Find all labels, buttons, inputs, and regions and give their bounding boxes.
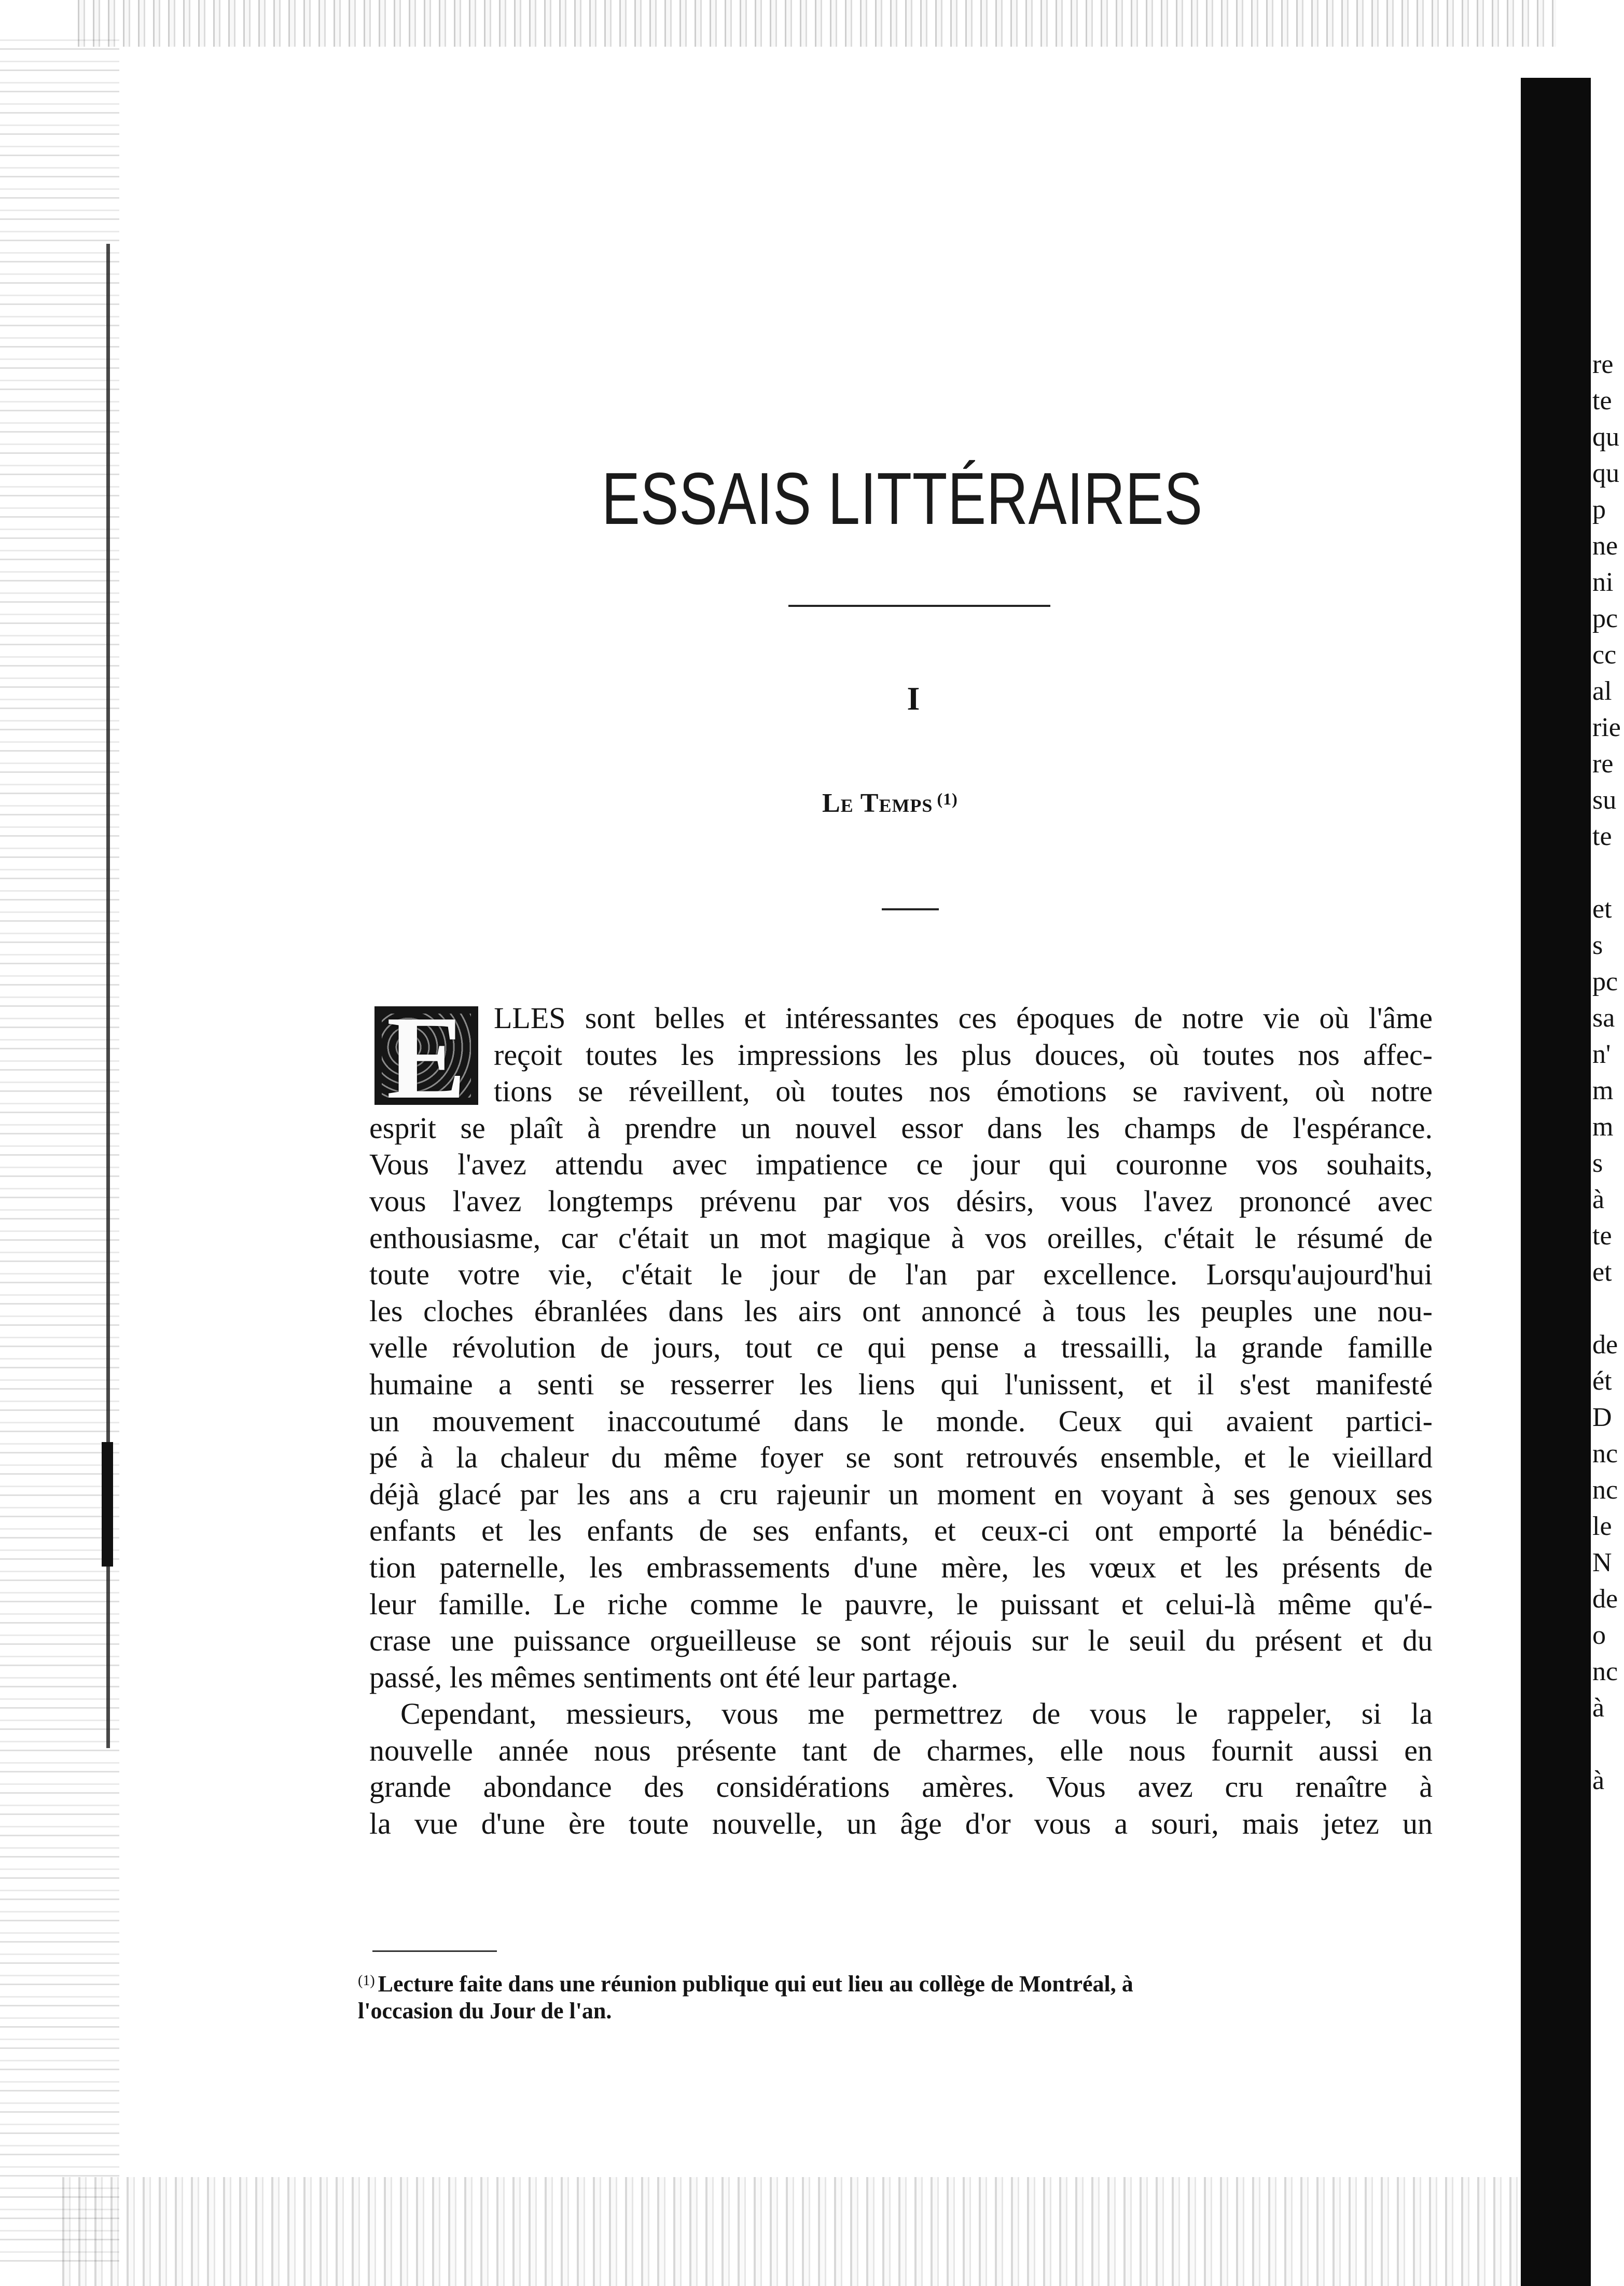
facing-page-line: ne bbox=[1592, 531, 1618, 561]
text-line: nouvelle année nous présente tant de charmes, elle nous fournit aussi en bbox=[369, 1733, 1433, 1767]
chapter-subtitle bbox=[822, 788, 1040, 819]
subtitle-rule bbox=[882, 908, 939, 910]
facing-page-line: te bbox=[1592, 386, 1612, 415]
facing-page-line: al bbox=[1592, 676, 1612, 706]
page-title: ESSAIS LITTÉRAIRES bbox=[602, 458, 1203, 540]
facing-page-line: re bbox=[1592, 749, 1614, 779]
facing-page-line: p bbox=[1592, 495, 1606, 524]
text-line: humaine a senti se resserrer les liens qui l'unissent, et il s'est manifesté bbox=[369, 1367, 1433, 1401]
text-line: Vous l'avez attendu avec impatience ce jour qui couronne vos souhaits, bbox=[369, 1147, 1433, 1182]
page-edge-mark bbox=[102, 1442, 113, 1567]
facing-page-line: à bbox=[1592, 1693, 1605, 1723]
footnote bbox=[358, 1968, 1416, 2025]
facing-page-line: s bbox=[1592, 1148, 1603, 1178]
facing-page-line: te bbox=[1592, 1221, 1612, 1251]
title-rule bbox=[788, 605, 1050, 607]
text-line: enthousiasme, car c'était un mot magique à vos oreilles, c'était le résumé de bbox=[369, 1221, 1433, 1255]
footnote-rule bbox=[372, 1950, 497, 1952]
essay-body bbox=[369, 991, 1433, 1842]
facing-page-line bbox=[1592, 1726, 1624, 1763]
text-line: crase une puissance orgueilleuse se sont réjouis sur le seuil du présent et du bbox=[369, 1624, 1433, 1658]
facing-page-line: n' bbox=[1592, 1040, 1611, 1069]
paragraph bbox=[369, 991, 1433, 1696]
facing-page-line: m bbox=[1592, 1076, 1614, 1105]
facing-page-line: nc bbox=[1592, 1475, 1618, 1505]
text-line: leur famille. Le riche comme le pauvre, le puissant et celui-là même qu'é- bbox=[369, 1587, 1433, 1621]
facing-page-line: ni bbox=[1592, 567, 1614, 597]
scan-noise-top bbox=[78, 0, 1556, 47]
facing-page-line: pc bbox=[1592, 967, 1618, 996]
text-line: toute votre vie, c'était le jour de l'an par excellence. Lorsqu'aujourd'hui bbox=[369, 1257, 1433, 1292]
text-line: grande abondance des considérations amères. Vous avez cru renaître à bbox=[369, 1770, 1433, 1804]
scan-noise-left bbox=[0, 31, 119, 2262]
facing-page-line: sa bbox=[1592, 1003, 1615, 1033]
facing-page-line: nc bbox=[1592, 1657, 1618, 1686]
facing-page-line: re bbox=[1592, 350, 1614, 379]
facing-page-line: qu bbox=[1592, 422, 1619, 452]
facing-page-line: o bbox=[1592, 1620, 1606, 1650]
footnote-marker: (1) bbox=[358, 1973, 375, 1989]
scan-noise-bottom bbox=[62, 2177, 1566, 2286]
facing-page-line: cc bbox=[1592, 640, 1617, 670]
text-line: la vue d'une ère toute nouvelle, un âge d'or vous a souri, mais jetez un bbox=[369, 1807, 1433, 1841]
facing-page-line: et bbox=[1592, 1257, 1612, 1287]
text-line: passé, les mêmes sentiments ont été leur partage. bbox=[369, 1660, 959, 1694]
facing-page-line: à bbox=[1592, 1766, 1605, 1795]
facing-page-line: et bbox=[1592, 894, 1612, 924]
facing-page-line: de bbox=[1592, 1584, 1618, 1614]
footnote-text: l'occasion du Jour de l'an. bbox=[358, 1998, 612, 2024]
facing-page-line: à bbox=[1592, 1185, 1605, 1214]
facing-page-line: nc bbox=[1592, 1439, 1618, 1468]
text-line: tion paternelle, les embrassements d'une mère, les vœux et les présents de bbox=[369, 1550, 1433, 1584]
text-line: enfants et les enfants de ses enfants, et ceux-ci ont emporté la bénédic- bbox=[369, 1514, 1433, 1548]
text-line: esprit se plaît à prendre un nouvel essor dans les champs de l'espérance. bbox=[369, 1111, 1433, 1145]
chapter-numeral: I bbox=[907, 680, 920, 717]
book-binding-shadow bbox=[1521, 78, 1591, 2286]
facing-page-line bbox=[1592, 855, 1624, 891]
text-line: déjà glacé par les ans a cru rajeunir un moment en voyant à ses genoux ses bbox=[369, 1477, 1433, 1511]
facing-page-line: le bbox=[1592, 1512, 1612, 1541]
paragraph bbox=[369, 1696, 1433, 1842]
chapter-subtitle-text: Le Temps bbox=[822, 788, 933, 818]
text-line: Cependant, messieurs, vous me permettrez de vous le rappeler, si la bbox=[400, 1697, 1433, 1731]
facing-page-line: pc bbox=[1592, 604, 1618, 633]
text-line: pé à la chaleur du même foyer se sont retrouvés ensemble, et le vieillard bbox=[369, 1440, 1433, 1475]
footnote-line bbox=[358, 1998, 1416, 2025]
facing-page-line bbox=[1592, 1291, 1624, 1327]
text-line: un mouvement inaccoutumé dans le monde. Ceux qui avaient partici- bbox=[369, 1404, 1433, 1438]
text-line: vous l'avez longtemps prévenu par vos désirs, vous l'avez prononcé avec bbox=[369, 1184, 1433, 1218]
facing-page-line: su bbox=[1592, 785, 1617, 815]
footnote-reference: (1) bbox=[937, 789, 958, 808]
drop-cap-letter: E bbox=[386, 991, 466, 1124]
text-line: les cloches ébranlées dans les airs ont annoncé à tous les peuples une nou- bbox=[369, 1294, 1433, 1328]
facing-page-line: ét bbox=[1592, 1366, 1612, 1396]
facing-page-line: de bbox=[1592, 1330, 1618, 1360]
facing-page-line: N bbox=[1592, 1548, 1612, 1577]
facing-page-line: D bbox=[1592, 1403, 1612, 1432]
facing-page-line: rie bbox=[1592, 713, 1621, 742]
footnote-text: Lecture faite dans une réunion publique qui eut lieu au collège de Montréal, à bbox=[378, 1971, 1133, 1997]
text-line: LLES sont belles et intéressantes ces époques de notre vie où l'âme bbox=[494, 1001, 1433, 1035]
text-line: tions se réveillent, où toutes nos émotions se ravivent, où notre bbox=[494, 1074, 1433, 1109]
facing-page-line: te bbox=[1592, 822, 1612, 851]
facing-page-fragment bbox=[1592, 347, 1624, 1799]
text-line: velle révolution de jours, tout ce qui pense a tressailli, la grande famille bbox=[369, 1331, 1433, 1365]
facing-page-line: m bbox=[1592, 1112, 1614, 1142]
facing-page-line: s bbox=[1592, 931, 1603, 960]
facing-page-line: qu bbox=[1592, 459, 1619, 488]
text-line: reçoit toutes les impressions les plus douces, où toutes nos affec- bbox=[494, 1037, 1433, 1072]
footnote-line bbox=[358, 1968, 1416, 1998]
